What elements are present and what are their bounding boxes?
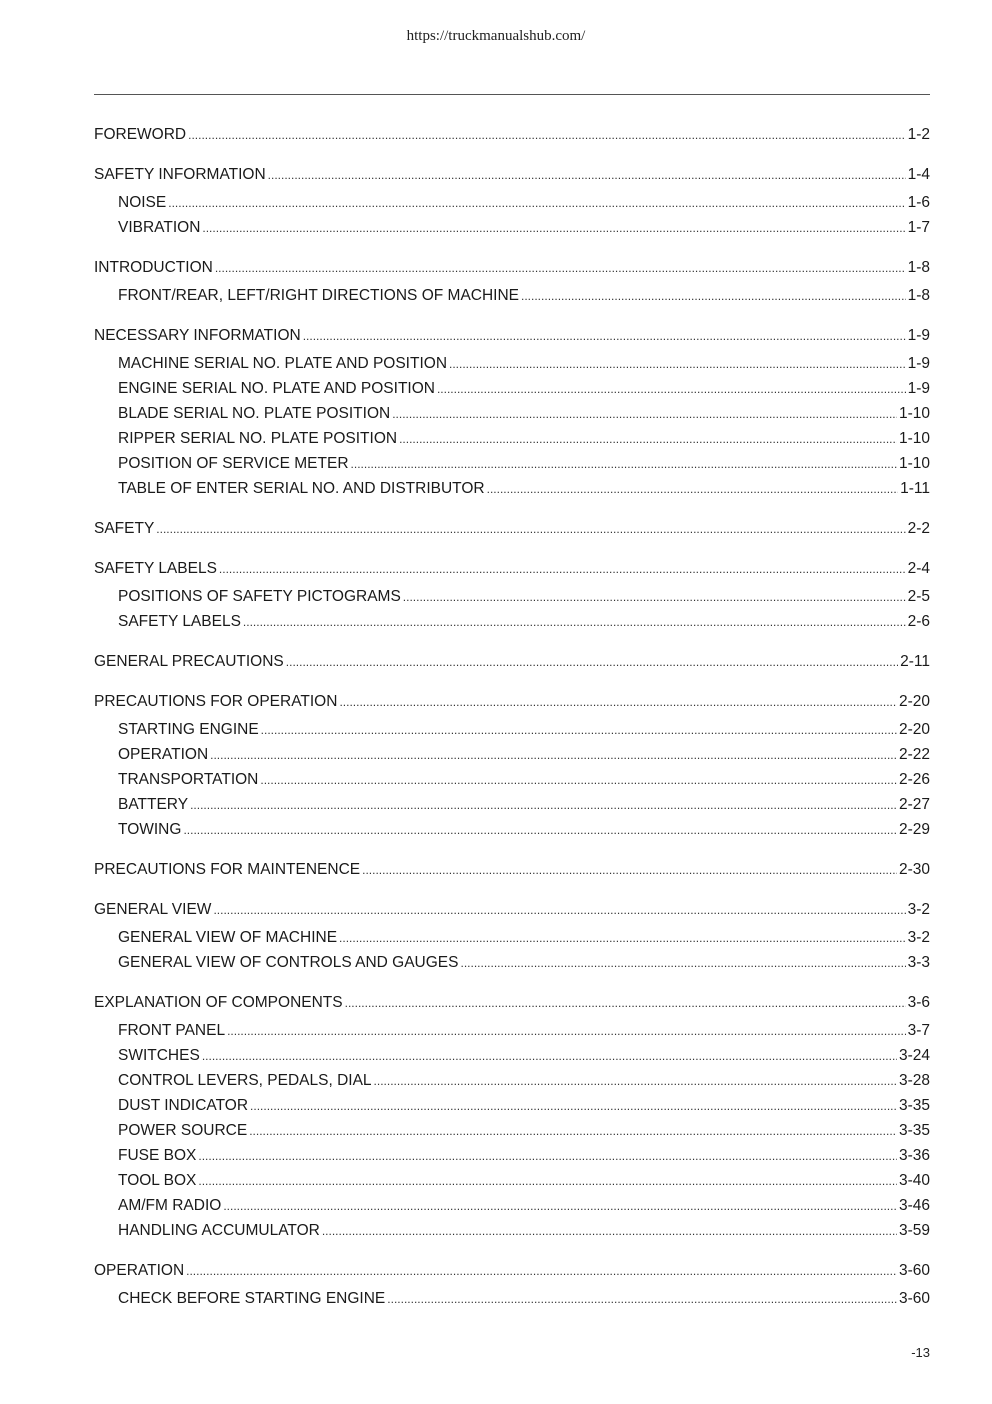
toc-entry-title: POSITION OF SERVICE METER [118,455,349,472]
toc-dot-leader [202,1044,897,1068]
toc-dot-leader [399,427,897,451]
toc-dot-leader [286,650,898,674]
toc-dot-leader [374,1069,897,1093]
toc-entry-page: 1-7 [907,219,930,236]
toc-entry-page: 1-10 [898,430,930,447]
toc-subsection-entry[interactable] [94,1143,930,1168]
toc-subsection-entry[interactable] [94,717,930,742]
toc-entry-title: TOOL BOX [118,1172,197,1189]
toc-subsection-entry[interactable] [94,401,930,426]
toc-entry-title: ENGINE SERIAL NO. PLATE AND POSITION [118,380,435,397]
toc-subsection-entry[interactable] [94,609,930,634]
toc-entry-page: 2-27 [898,796,930,813]
toc-section-entry[interactable] [94,649,930,674]
toc-section-entry[interactable] [94,255,930,280]
toc-entry-title: PRECAUTIONS FOR OPERATION [94,693,338,710]
toc-section-entry[interactable] [94,556,930,581]
toc-dot-leader [487,477,899,501]
toc-entry-title: PRECAUTIONS FOR MAINTENENCE [94,861,361,878]
toc-entry-title: INTRODUCTION [94,259,213,276]
toc-entry-title: FRONT/REAR, LEFT/RIGHT DIRECTIONS OF MACHINE [118,287,520,304]
toc-entry-title: RIPPER SERIAL NO. PLATE POSITION [118,430,398,447]
toc-entry-title: VIBRATION [118,219,201,236]
toc-dot-leader [198,1144,897,1168]
toc-entry-title: FOREWORD [94,126,187,143]
toc-dot-leader [227,1019,906,1043]
toc-entry-title: SAFETY INFORMATION [94,166,266,183]
toc-entry-page: 1-2 [907,126,930,143]
toc-entry-title: STARTING ENGINE [118,721,259,738]
toc-entry-title: CONTROL LEVERS, PEDALS, DIAL [118,1072,372,1089]
toc-entry-title: BATTERY [118,796,189,813]
toc-section-entry[interactable] [94,990,930,1015]
page-number: -13 [911,1345,930,1360]
toc-entry-title: MACHINE SERIAL NO. PLATE AND POSITION [118,355,448,372]
toc-entry-page: 3-59 [898,1222,930,1239]
toc-entry-title: SAFETY LABELS [94,560,217,577]
toc-section-entry[interactable] [94,323,930,348]
toc-dot-leader [202,216,905,240]
toc-entry-title: SWITCHES [118,1047,200,1064]
toc-subsection-entry[interactable] [94,817,930,842]
toc-entry-page: 1-9 [907,355,930,372]
toc-entry-page: 2-2 [907,520,930,537]
toc-entry-page: 1-4 [907,166,930,183]
toc-section-entry[interactable] [94,122,930,147]
toc-subsection-entry[interactable] [94,925,930,950]
toc-entry-title: NECESSARY INFORMATION [94,327,301,344]
toc-entry-title: EXPLANATION OF COMPONENTS [94,994,343,1011]
toc-subsection-entry[interactable] [94,215,930,240]
toc-dot-leader [215,256,906,280]
toc-dot-leader [168,191,905,215]
toc-subsection-entry[interactable] [94,792,930,817]
toc-dot-leader [186,1259,897,1283]
toc-dot-leader [387,1287,897,1311]
toc-section-entry[interactable] [94,1258,930,1283]
toc-dot-leader [156,517,905,541]
toc-entry-page: 1-11 [900,480,930,497]
toc-dot-leader [261,718,897,742]
toc-subsection-entry[interactable] [94,1043,930,1068]
toc-entry-title: CHECK BEFORE STARTING ENGINE [118,1290,386,1307]
toc-subsection-entry[interactable] [94,1068,930,1093]
toc-subsection-entry[interactable] [94,1168,930,1193]
toc-dot-leader [188,123,905,147]
toc-entry-title: SAFETY [94,520,155,537]
toc-entry-page: 1-8 [907,259,930,276]
toc-entry-page: 3-2 [907,929,930,946]
toc-entry-title: FRONT PANEL [118,1022,226,1039]
toc-dot-leader [223,1194,897,1218]
toc-entry-title: NOISE [118,194,167,211]
toc-entry-title: SAFETY LABELS [118,613,241,630]
toc-entry-page: 3-35 [898,1097,930,1114]
toc-dot-leader [260,768,897,792]
table-of-contents [94,122,930,1311]
toc-subsection-entry[interactable] [94,950,930,975]
toc-dot-leader [521,284,906,308]
toc-section-entry[interactable] [94,689,930,714]
toc-entry-page: 2-30 [898,861,930,878]
toc-subsection-entry[interactable] [94,190,930,215]
toc-dot-leader [249,1119,897,1143]
toc-entry-page: 2-4 [907,560,930,577]
header-url: https://truckmanualshub.com/ [406,28,586,44]
toc-subsection-entry[interactable] [94,1118,930,1143]
toc-section-entry[interactable] [94,857,930,882]
toc-entry-page: 3-60 [898,1262,930,1279]
toc-entry-title: BLADE SERIAL NO. PLATE POSITION [118,405,391,422]
toc-entry-page: 1-8 [907,287,930,304]
toc-entry-page: 1-10 [898,405,930,422]
toc-dot-leader [403,585,906,609]
toc-entry-page: 1-10 [898,455,930,472]
toc-subsection-entry[interactable] [94,476,930,501]
toc-dot-leader [210,743,897,767]
toc-subsection-entry[interactable] [94,1018,930,1043]
toc-entry-page: 3-60 [898,1290,930,1307]
toc-subsection-entry[interactable] [94,742,930,767]
toc-dot-leader [190,793,897,817]
toc-subsection-entry[interactable] [94,1218,930,1243]
toc-dot-leader [243,610,906,634]
toc-subsection-entry[interactable] [94,584,930,609]
toc-entry-page: 3-7 [907,1022,930,1039]
toc-entry-page: 3-46 [898,1197,930,1214]
toc-entry-title: DUST INDICATOR [118,1097,249,1114]
toc-section-entry[interactable] [94,162,930,187]
toc-entry-page: 3-35 [898,1122,930,1139]
toc-entry-page: 2-6 [907,613,930,630]
toc-dot-leader [339,690,897,714]
toc-entry-page: 3-28 [898,1072,930,1089]
toc-dot-leader [183,818,897,842]
toc-subsection-entry[interactable] [94,1286,930,1311]
toc-subsection-entry[interactable] [94,1193,930,1218]
toc-dot-leader [213,898,905,922]
toc-dot-leader [322,1219,897,1243]
toc-entry-page: 2-5 [907,588,930,605]
toc-subsection-entry[interactable] [94,426,930,451]
toc-dot-leader [303,324,906,348]
toc-entry-page: 2-22 [898,746,930,763]
toc-dot-leader [345,991,906,1015]
toc-entry-title: GENERAL VIEW OF CONTROLS AND GAUGES [118,954,459,971]
toc-entry-page: 2-29 [898,821,930,838]
toc-entry-title: TOWING [118,821,182,838]
toc-entry-page: 2-11 [900,653,930,670]
toc-entry-page: 3-36 [898,1147,930,1164]
toc-entry-title: HANDLING ACCUMULATOR [118,1222,320,1239]
toc-section-entry[interactable] [94,516,930,541]
toc-subsection-entry[interactable] [94,767,930,792]
toc-entry-title: FUSE BOX [118,1147,197,1164]
toc-entry-page: 3-40 [898,1172,930,1189]
toc-dot-leader [198,1169,897,1193]
toc-subsection-entry[interactable] [94,376,930,401]
toc-entry-title: OPERATION [94,1262,185,1279]
toc-dot-leader [219,557,906,581]
toc-entry-page: 3-2 [907,901,930,918]
toc-dot-leader [362,858,897,882]
toc-entry-page: 2-26 [898,771,930,788]
toc-entry-title: GENERAL PRECAUTIONS [94,653,284,670]
toc-entry-title: AM/FM RADIO [118,1197,222,1214]
toc-subsection-entry[interactable] [94,1093,930,1118]
toc-entry-title: GENERAL VIEW OF MACHINE [118,929,338,946]
toc-entry-page: 3-6 [907,994,930,1011]
toc-entry-title: OPERATION [118,746,209,763]
toc-entry-page: 1-9 [907,380,930,397]
toc-entry-title: TRANSPORTATION [118,771,259,788]
toc-entry-page: 2-20 [898,693,930,710]
toc-subsection-entry[interactable] [94,351,930,376]
header-divider [94,94,930,95]
toc-entry-page: 3-24 [898,1047,930,1064]
toc-dot-leader [392,402,897,426]
toc-entry-page: 1-6 [907,194,930,211]
toc-entry-title: GENERAL VIEW [94,901,212,918]
toc-dot-leader [268,163,906,187]
toc-dot-leader [351,452,897,476]
toc-dot-leader [461,951,906,975]
toc-dot-leader [339,926,906,950]
toc-dot-leader [437,377,906,401]
toc-section-entry[interactable] [94,897,930,922]
toc-dot-leader [449,352,906,376]
toc-entry-title: TABLE OF ENTER SERIAL NO. AND DISTRIBUTOR [118,480,485,497]
toc-entry-page: 1-9 [907,327,930,344]
toc-entry-page: 2-20 [898,721,930,738]
toc-entry-title: POSITIONS OF SAFETY PICTOGRAMS [118,588,401,605]
toc-subsection-entry[interactable] [94,451,930,476]
toc-entry-page: 3-3 [907,954,930,971]
toc-dot-leader [250,1094,897,1118]
toc-entry-title: POWER SOURCE [118,1122,248,1139]
toc-subsection-entry[interactable] [94,283,930,308]
